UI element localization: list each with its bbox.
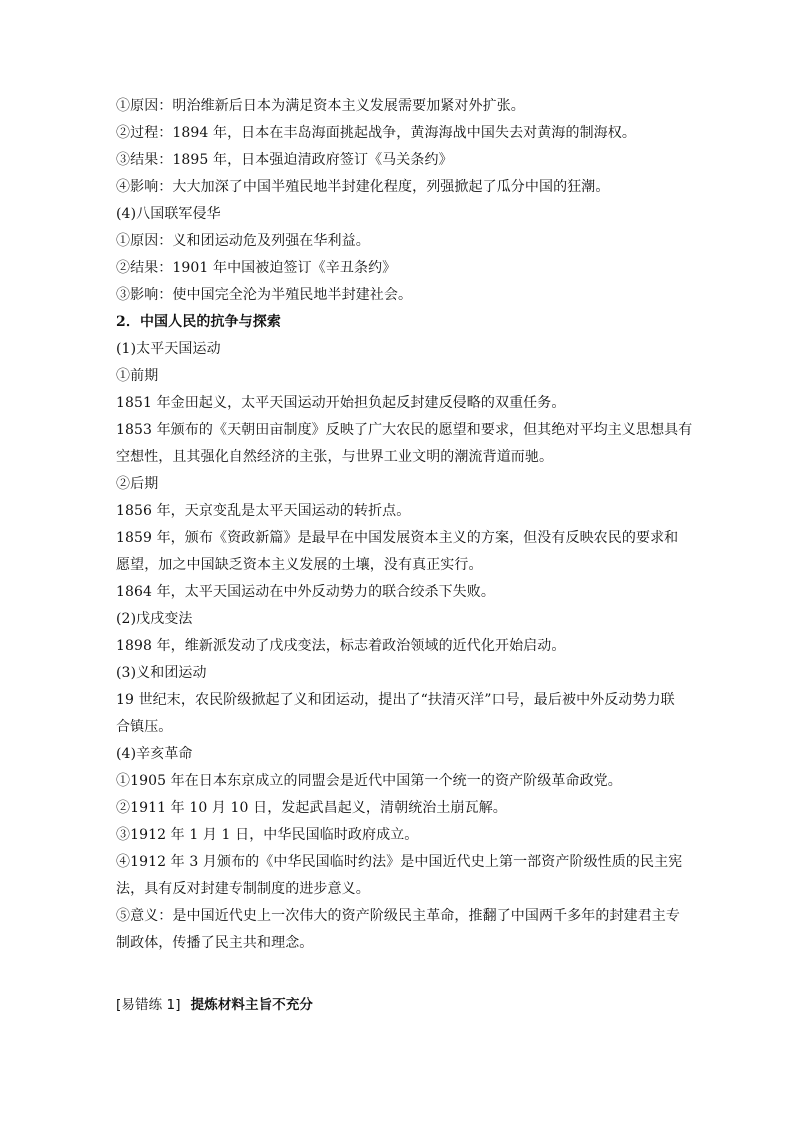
text-line: ③1912 年 1 月 1 日，中华民国临时政府成立。 <box>116 827 419 843</box>
text-line: ④影响：大大加深了中国半殖民地半封建化程度，列强掀起了瓜分中国的狂潮。 <box>116 179 610 195</box>
text-line: ②1911 年 10 月 10 日，发起武昌起义，清朝统治土崩瓦解。 <box>116 800 507 816</box>
chapter-heading: 2．中国人民的抗争与探索 <box>116 314 281 330</box>
text-line: 1898 年，维新派发动了戊戌变法，标志着政治领域的近代化开始启动。 <box>116 638 566 654</box>
section-heading: (4)八国联军侵华 <box>116 206 221 222</box>
text-line: 19 世纪末，农民阶级掀起了义和团运动，提出了“扶清灭洋”口号，最后被中外反动势力联 <box>116 692 675 708</box>
text-line: ①原因：明治维新后日本为满足资本主义发展需要加紧对外扩张。 <box>116 98 525 114</box>
text-line: 1856 年，天京变乱是太平天国运动的转折点。 <box>116 503 411 519</box>
text-line: ②结果：1901 年中国被迫签订《辛丑条约》 <box>116 260 397 276</box>
text-line: 合镇压。 <box>116 719 173 735</box>
text-line: ②过程：1894 年，日本在丰岛海面挑起战争，黄海海战中国失去对黄海的制海权。 <box>116 125 636 141</box>
text-line: 制政体，传播了民主共和理念。 <box>116 935 314 951</box>
text-line: 1853 年颁布的《天朝田亩制度》反映了广大农民的愿望和要求，但其绝对平均主义思想具有 <box>116 422 693 438</box>
text-line: 空想性，且其强化自然经济的主张，与世界工业文明的潮流背道而驰。 <box>116 449 554 465</box>
subsection-heading: ②后期 <box>116 476 159 492</box>
text-line: ③结果：1895 年，日本强迫清政府签订《马关条约》 <box>116 152 453 168</box>
section-heading: (2)戊戌变法 <box>116 611 193 627</box>
text-line: ④1912 年 3 月颁布的《中华民国临时约法》是中国近代史上第一部资产阶级性质的民主宪 <box>116 854 683 870</box>
exercise-tag: [易错练 1] <box>116 997 181 1013</box>
text-line: 1864 年，太平天国运动在中外反动势力的联合绞杀下失败。 <box>116 584 495 600</box>
exercise-title: 提炼材料主旨不充分 <box>190 997 314 1013</box>
text-line: ⑤意义：是中国近代史上一次伟大的资产阶级民主革命，推翻了中国两千多年的封建君主专 <box>116 908 680 924</box>
text-line: 1859 年，颁布《资政新篇》是最早在中国发展资本主义的方案，但没有反映农民的要求和 <box>116 530 679 546</box>
text-line: 愿望，加之中国缺乏资本主义发展的土壤，没有真正实行。 <box>116 557 483 573</box>
section-heading: (4)辛亥革命 <box>116 746 193 762</box>
text-line: ①1905 年在日本东京成立的同盟会是近代中国第一个统一的资产阶级革命政党。 <box>116 773 622 789</box>
section-heading: (3)义和团运动 <box>116 665 207 681</box>
text-line: ③影响：使中国完全沦为半殖民地半封建社会。 <box>116 287 413 303</box>
section-heading: (1)太平天国运动 <box>116 341 221 357</box>
text-line: 法，具有反对封建专制制度的进步意义。 <box>116 881 370 897</box>
exercise-heading <box>116 996 684 1014</box>
text-line: ①原因：义和团运动危及列强在华利益。 <box>116 233 370 249</box>
subsection-heading: ①前期 <box>116 368 159 384</box>
text-line: 1851 年金田起义，太平天国运动开始担负起反封建反侵略的双重任务。 <box>116 395 566 411</box>
